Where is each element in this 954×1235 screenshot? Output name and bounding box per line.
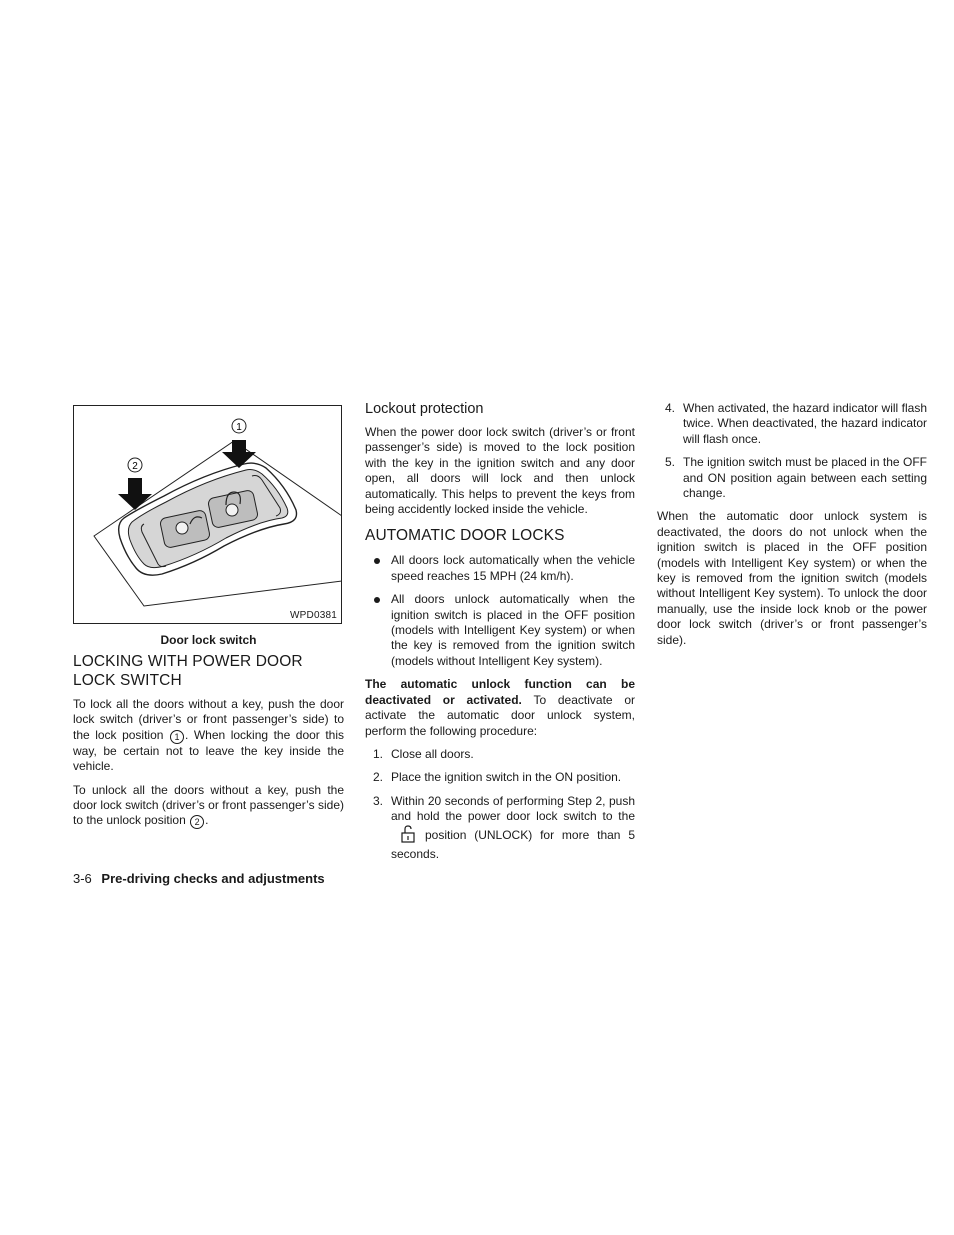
- list-item: [365, 794, 635, 863]
- column-middle: [365, 400, 635, 870]
- step-number: 3.: [373, 793, 384, 808]
- door-lock-switch-illustration: [74, 406, 341, 623]
- step-text-b: position (UNLOCK) for more than 5 seconds.: [391, 827, 635, 861]
- locking-p1-text-b: . When locking the door this way, be certain not to leave the key inside the vehicle.: [73, 727, 344, 774]
- lockout-paragraph: When the power door lock switch (driver’s or front passenger’s side) is moved to the lock position with the key in the ignition switch and any door open, all doors will lock and then unlock automatically. This helps to prevent the keys from being accidently locked inside the vehicle.: [365, 425, 635, 517]
- bullet-icon: [374, 558, 380, 564]
- lockout-heading: Lockout protection: [365, 401, 484, 417]
- step-text: Place the ignition switch in the ON position.: [391, 770, 622, 785]
- procedure-steps: [365, 747, 635, 862]
- locking-heading: LOCKING WITH POWER DOOR LOCK SWITCH: [73, 653, 303, 689]
- step-text-a: Within 20 seconds of performing Step 2, push and hold the power door lock switch to the: [391, 793, 635, 824]
- step-number: 5.: [665, 455, 676, 470]
- list-item: [657, 401, 927, 447]
- list-item: [657, 455, 927, 501]
- step-number: 1.: [373, 746, 384, 761]
- step-number: 2.: [373, 770, 384, 785]
- deactivation-paragraph: [365, 677, 635, 739]
- step-number: 4.: [665, 401, 676, 415]
- callout-2: 2: [132, 461, 138, 472]
- bullet-text: All doors unlock automatically when the ignition switch is placed in the OFF position (models with Intelligent Key system) or when the key is removed from the ignition switch (models without Intelligent Key system).: [391, 592, 635, 668]
- automatic-lock-bullets: [365, 553, 635, 669]
- bullet-text: All doors lock automatically when the vehicle speed reaches 15 MPH (24 km/h).: [391, 553, 635, 583]
- door-lock-switch-figure: [73, 405, 342, 624]
- step-text: The ignition switch must be placed in the OFF and ON position again between each setting change.: [683, 455, 927, 501]
- figure-code: WPD0381: [290, 610, 337, 621]
- callout-1: 1: [236, 422, 242, 433]
- unlock-position-marker: 2: [190, 815, 204, 829]
- procedure-steps-continued: [657, 401, 927, 501]
- locking-p2-text-b: .: [205, 813, 209, 828]
- deactivation-bold-text: The automatic unlock function can be deactivated or activated.: [365, 677, 635, 707]
- automatic-door-locks-heading: AUTOMATIC DOOR LOCKS: [365, 527, 565, 545]
- step-text: When activated, the hazard indicator will flash twice. When deactivated, the hazard indicator will flash once.: [683, 401, 927, 446]
- locking-p1-text-a: To lock all the doors without a key, push the door lock switch (driver’s or front passenger’s side) to the lock position: [73, 697, 344, 742]
- lock-position-marker: 1: [170, 730, 184, 744]
- figure-caption: Door lock switch: [160, 633, 257, 647]
- page-footer: [73, 871, 325, 886]
- locking-paragraph-1: [73, 697, 344, 775]
- closing-paragraph: When the automatic door unlock system is deactivated, the doors do not unlock when the ignition switch is placed in the OFF position (models with Intelligent Key system) or when the key is removed from the ignition switch (models without Intelligent Key system). To unlock the door manually, use the inside lock knob or the power door lock switch (driver’s or front passenger’s side).: [657, 509, 927, 647]
- list-item: [365, 770, 635, 785]
- unlock-icon: [401, 825, 415, 847]
- list-item: [365, 592, 635, 669]
- locking-paragraph-2: [73, 783, 344, 830]
- deactivation-text: To deactivate or activate the automatic door unlock system, perform the following procedure:: [365, 692, 635, 738]
- column-left: [73, 400, 344, 829]
- column-right: [657, 400, 927, 648]
- locking-p2-text-a: To unlock all the doors without a key, push the door lock switch (driver’s or front passenger’s side) to the unlock position: [73, 782, 344, 828]
- bullet-icon: [374, 597, 380, 603]
- page-number: 3-6: [73, 871, 92, 886]
- list-item: [365, 553, 635, 584]
- section-title: Pre-driving checks and adjustments: [101, 871, 325, 886]
- list-item: [365, 747, 635, 762]
- step-text: Close all doors.: [391, 746, 474, 761]
